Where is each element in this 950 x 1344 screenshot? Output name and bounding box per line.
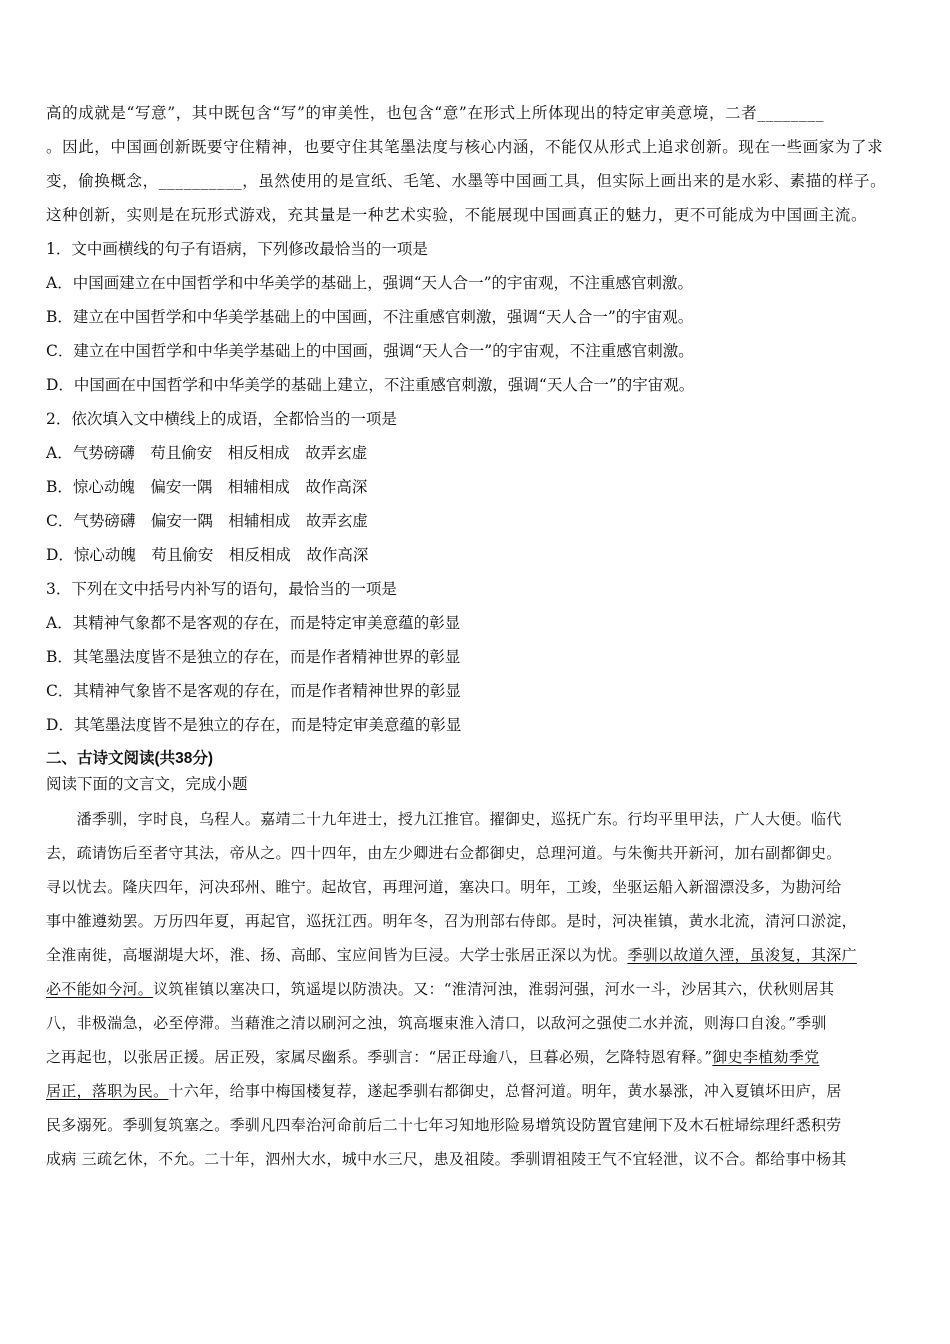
option-d: D．中国画在中国哲学和中华美学的基础上建立，不注重感官刺激，强调“天人合一”的宇宙观。: [46, 376, 695, 394]
classical-line: [46, 972, 906, 1006]
classical-text: 十六年，给事中梅国楼复荐，遂起季驯右都御史，总督河道。明年，黄水暴涨，冲入夏镇坏田庐，居: [168, 1082, 842, 1100]
classical-line: [46, 802, 906, 836]
option-c: C．建立在中国哲学和中华美学基础上的中国画，强调“天人合一”的宇宙观，不注重感官刺激。: [46, 342, 694, 360]
section-instruction: 阅读下面的文言文，完成小题: [46, 775, 248, 793]
question-stem: 2．依次填入文中横线上的成语，全都恰当的一项是: [46, 410, 397, 428]
passage-line: 。因此，中国画创新既要守住精神，也要守住其笔墨法度与核心内涵，不能仅从形式上追求创新。现在一些画家为了求: [46, 138, 884, 156]
option-b: B．建立在中国哲学和中华美学基础上的中国画，不注重感官刺激，强调“天人合一”的宇宙观。: [46, 308, 694, 326]
underlined-sentence: 居正，落职为民。: [46, 1082, 169, 1100]
classical-line: 事中雒遵劾罢。万历四年夏，再起官，巡抚江西。明年冬，召为刑部右侍郎。是时，河决崔镇，黄水北流，清河口淤淀，: [46, 912, 857, 930]
option-b: B．惊心动魄 偏安一隅 相辅相成 故作高深: [46, 478, 368, 496]
classical-line: 寻以忧去。隆庆四年，河决邳州、睢宁。起故官，再理河道，塞决口。明年，工竣，坐驱运船入新溜漂没多，为勘河给: [46, 878, 842, 896]
question-1: [46, 232, 906, 402]
underlined-sentence: 御史李植劾季党: [712, 1048, 820, 1066]
classical-text: 议筑崔镇以塞决口，筑遥堤以防溃决。又：“淮清河浊，淮弱河强，河水一斗，沙居其六，伏秋则居其: [153, 980, 835, 998]
option-a: A．中国画建立在中国哲学和中华美学的基础上，强调“天人合一”的宇宙观，不注重感官刺激。: [46, 274, 694, 292]
question-2: [46, 402, 906, 572]
option-d: D．其笔墨法度皆不是独立的存在，而是特定审美意蕴的彰显: [46, 716, 462, 734]
classical-line: 去，疏请饬后至者守其法，帝从之。四十四年，由左少卿进右佥都御史，总理河道。与朱衡共开新河，加右副都御史。: [46, 844, 842, 862]
option-c: C．气势磅礴 偏安一隅 相辅相成 故弄玄虚: [46, 512, 368, 530]
classical-line: [46, 1040, 906, 1074]
passage-line: 变，偷换概念，__________，虽然使用的是宣纸、毛笔、水墨等中国画工具，但实际上画出来的是水彩、素描的样子。: [46, 172, 887, 190]
option-a: A．气势磅礴 苟且偷安 相反相成 故弄玄虚: [46, 444, 368, 462]
option-c: C．其精神气象皆不是客观的存在，而是作者精神世界的彰显: [46, 682, 461, 700]
question-stem: 1．文中画横线的句子有语病，下列修改最恰当的一项是: [46, 240, 428, 258]
classical-line: [46, 938, 906, 972]
passage-line: 高的成就是“写意”，其中既包含“写”的审美性，也包含“意”在形式上所体现出的特定审美意境，二者________: [46, 104, 825, 122]
classical-text: 之再起也，以张居正援。居正殁，家属尽幽系。季驯言：“居正母逾八，旦暮必殒，乞降特恩宥释。”: [46, 1048, 713, 1066]
question-stem: 3．下列在文中括号内补写的语句，最恰当的一项是: [46, 580, 397, 598]
classical-text: 潘季驯，字时良，乌程人。嘉靖二十九年进士，授九江推官。擢御史，巡抚广东。行均平里甲法，广人大便。临代: [76, 810, 842, 828]
option-a: A．其精神气象都不是客观的存在，而是特定审美意蕴的彰显: [46, 614, 461, 632]
document-page: [46, 96, 906, 1176]
passage: [46, 96, 906, 232]
classical-line: 八，非极湍急，必至停滞。当藉淮之清以刷河之浊，筑高堰束淮入清口，以敌河之强使二水并流，则海口自浚。”季驯: [46, 1014, 827, 1032]
option-b: B．其笔墨法度皆不是独立的存在，而是作者精神世界的彰显: [46, 648, 461, 666]
underlined-sentence: 必不能如今河。: [46, 980, 154, 998]
classical-text: 全淮南徙，高堰湖堤大坏，淮、扬、高邮、宝应间皆为巨浸。大学士张居正深以为忧。: [46, 946, 628, 964]
underlined-sentence: 季驯以故道久湮，虽浚复，其深广: [627, 946, 857, 964]
classical-line: [46, 1074, 906, 1108]
classical-line: 成病 三疏乞休，不允。二十年，泗州大水，城中水三尺，患及祖陵。季驯谓祖陵王气不宜轻泄，议不合。都给事中杨其: [46, 1150, 847, 1168]
option-d: D．惊心动魄 苟且偷安 相反相成 故作高深: [46, 546, 369, 564]
passage-line: 这种创新，实则是在玩形式游戏，充其量是一种艺术实验，不能展现中国画真正的魅力，更不可能成为中国画主流。: [46, 206, 868, 224]
classical-line: 民多溺死。季驯复筑塞之。季驯凡四奉治河命前后二十七年习知地形险易增筑设防置官建闸下及木石桩埽综理纤悉积劳: [46, 1116, 842, 1134]
section-heading: 二、古诗文阅读(共38分): [46, 750, 214, 767]
classical-passage: [46, 802, 906, 1176]
question-3: [46, 572, 906, 742]
